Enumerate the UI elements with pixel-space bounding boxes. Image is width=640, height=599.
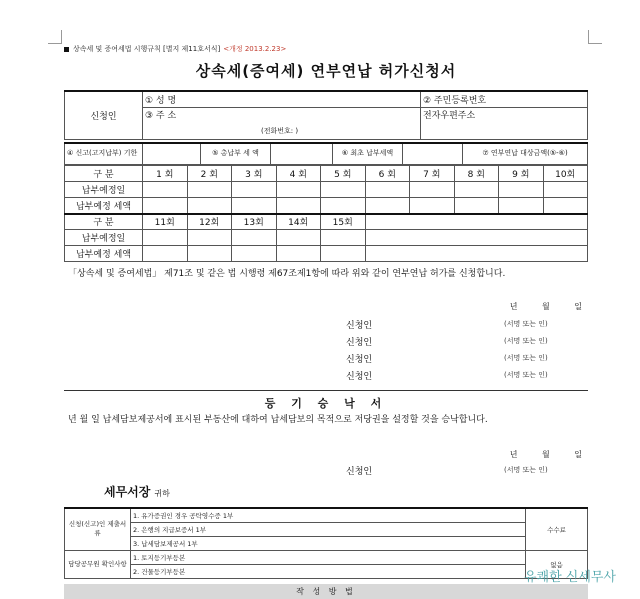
- schedule-header-label: 구 분: [65, 214, 143, 230]
- due-amount-cell[interactable]: [543, 198, 588, 214]
- tax-fields-table: [64, 142, 588, 166]
- round-label: 8 회: [454, 166, 499, 182]
- phone-label: (전화번호: ): [261, 126, 299, 135]
- round-label: 5 회: [321, 166, 366, 182]
- signature-line: [64, 333, 588, 350]
- signature-line: [64, 350, 588, 367]
- address-field[interactable]: [143, 107, 421, 139]
- deadline-value[interactable]: [143, 143, 201, 165]
- consent-date-line: 년 월 일: [509, 450, 582, 459]
- round-label: 4 회: [276, 166, 321, 182]
- due-date-cell[interactable]: [143, 230, 188, 246]
- due-amount-cell[interactable]: [321, 246, 366, 262]
- attachment-item: 1. 유가증권인 경우 공탁영수증 1부: [131, 508, 526, 522]
- due-amount-cell[interactable]: [410, 198, 455, 214]
- due-date-cell[interactable]: [321, 230, 366, 246]
- due-amount-label: 납부예정 세액: [65, 198, 143, 214]
- fee-value: 없음: [526, 550, 588, 578]
- signer-label: 신청인: [346, 372, 373, 382]
- consent-signature-line: [64, 462, 588, 479]
- due-amount-cell[interactable]: [187, 198, 232, 214]
- due-date-cell[interactable]: [187, 182, 232, 198]
- due-amount-cell[interactable]: [187, 246, 232, 262]
- signer-label: 신청인: [346, 467, 373, 477]
- round-label: 3 회: [232, 166, 277, 182]
- form-document: [64, 44, 588, 599]
- total-tax-label: ⑤ 총납부 세 액: [201, 143, 271, 165]
- round-label: 13회: [232, 214, 277, 230]
- due-amount-cell[interactable]: [499, 198, 544, 214]
- round-label: 6 회: [365, 166, 410, 182]
- due-date-cell[interactable]: [454, 182, 499, 198]
- due-date-cell[interactable]: [276, 230, 321, 246]
- crop-mark: [588, 30, 602, 44]
- installment-amount-label: ⑦ 연부연납 대상금액(⑤-⑥): [463, 143, 588, 165]
- due-date-cell[interactable]: [232, 230, 277, 246]
- page-title: 상속세(증여세) 연부연납 허가신청서: [195, 62, 457, 80]
- form-ref: 상속세 및 증여세법 시행규칙 [별지 제11호서식]: [73, 45, 221, 53]
- due-amount-label: 납부예정 세액: [65, 246, 143, 262]
- empty-cell: [365, 246, 588, 262]
- attachments-table: [64, 507, 588, 579]
- date-line: 년 월 일: [509, 302, 582, 311]
- round-label: 9 회: [499, 166, 544, 182]
- signature-line: [64, 367, 588, 384]
- schedule-header-label: 구 분: [65, 166, 143, 182]
- signature-mark[interactable]: (서명 또는 인): [504, 354, 548, 362]
- signature-mark[interactable]: (서명 또는 인): [504, 466, 548, 474]
- crop-mark: [48, 30, 62, 44]
- due-date-cell[interactable]: [276, 182, 321, 198]
- name-label: ① 성 명: [143, 91, 421, 107]
- verify-item: 1. 토지등기부등본: [131, 550, 526, 564]
- chief-suffix: 귀하: [154, 489, 170, 498]
- round-label: 1 회: [143, 166, 188, 182]
- signature-mark[interactable]: (서명 또는 인): [504, 371, 548, 379]
- round-label: 15회: [321, 214, 366, 230]
- consent-title: 등 기 승 낙 서: [64, 390, 588, 412]
- attachment-item: 2. 은행의 지급보증서 1부: [131, 522, 526, 536]
- signature-mark[interactable]: (서명 또는 인): [504, 337, 548, 345]
- applicant-table: [64, 90, 588, 140]
- due-date-cell[interactable]: [187, 230, 232, 246]
- form-header: [64, 44, 588, 56]
- due-date-cell[interactable]: [232, 182, 277, 198]
- due-amount-cell[interactable]: [321, 198, 366, 214]
- rrn-label: ② 주민등록번호: [421, 91, 588, 107]
- verify-item: 2. 건물등기부등본: [131, 564, 526, 578]
- signature-line: [64, 316, 588, 333]
- revision-note: <개정 2013.2.23>: [223, 45, 287, 53]
- deadline-label: ④ 신고(고지납부) 기한: [65, 143, 143, 165]
- applicant-label: 신청인: [65, 91, 143, 139]
- due-amount-cell[interactable]: [276, 246, 321, 262]
- round-label: 7 회: [410, 166, 455, 182]
- submit-docs-label: 신청(신고)인 제출서류: [65, 508, 131, 550]
- due-amount-cell[interactable]: [365, 198, 410, 214]
- due-amount-cell[interactable]: [143, 198, 188, 214]
- email-label: 전자우편주소: [421, 107, 588, 139]
- due-date-cell[interactable]: [499, 182, 544, 198]
- signer-label: 신청인: [346, 355, 373, 365]
- consent-text: 년 월 일 납세담보제공서에 표시된 부동산에 대하여 납세담보의 목적으로 저당권을 설정할 것을 승낙합니다.: [68, 415, 488, 425]
- application-statement: 「상속세 및 증여세법」 제71조 및 같은 법 시행령 제67조제1항에 따라 위와 같이 연부연납 허가를 신청합니다.: [68, 269, 506, 279]
- fee-label: 수수료: [526, 508, 588, 550]
- due-date-cell[interactable]: [321, 182, 366, 198]
- watermark: 유쾌한 신세무사: [523, 570, 616, 585]
- round-label: 12회: [187, 214, 232, 230]
- due-amount-cell[interactable]: [232, 198, 277, 214]
- first-payment-label: ⑥ 최초 납부세액: [333, 143, 403, 165]
- due-amount-cell[interactable]: [143, 246, 188, 262]
- due-date-cell[interactable]: [143, 182, 188, 198]
- round-label: 14회: [276, 214, 321, 230]
- address-label: ③ 주 소: [145, 110, 177, 121]
- due-amount-cell[interactable]: [454, 198, 499, 214]
- schedule-table: [64, 165, 588, 262]
- due-date-cell[interactable]: [365, 182, 410, 198]
- due-amount-cell[interactable]: [276, 198, 321, 214]
- round-label: 2 회: [187, 166, 232, 182]
- square-bullet-icon: [64, 47, 69, 52]
- first-payment-value[interactable]: [403, 143, 463, 165]
- page: [8, 0, 632, 599]
- empty-cell: [365, 230, 588, 246]
- chief-title: 세무서장: [104, 485, 151, 499]
- signer-label: 신청인: [346, 321, 373, 331]
- instructions-bar: 작 성 방 법: [64, 584, 588, 599]
- due-date-cell[interactable]: [410, 182, 455, 198]
- verify-label: 담당공무원 확인사항: [65, 550, 131, 578]
- due-date-cell[interactable]: [543, 182, 588, 198]
- round-label: 11회: [143, 214, 188, 230]
- due-date-label: 납부예정일: [65, 230, 143, 246]
- attachment-item: 3. 납세담보제공서 1부: [131, 536, 526, 550]
- due-date-label: 납부예정일: [65, 182, 143, 198]
- total-tax-value[interactable]: [271, 143, 333, 165]
- empty-cell: [365, 214, 588, 230]
- signature-mark[interactable]: (서명 또는 인): [504, 320, 548, 328]
- signer-label: 신청인: [346, 338, 373, 348]
- addressee: [64, 479, 588, 505]
- due-amount-cell[interactable]: [232, 246, 277, 262]
- round-label: 10회: [543, 166, 588, 182]
